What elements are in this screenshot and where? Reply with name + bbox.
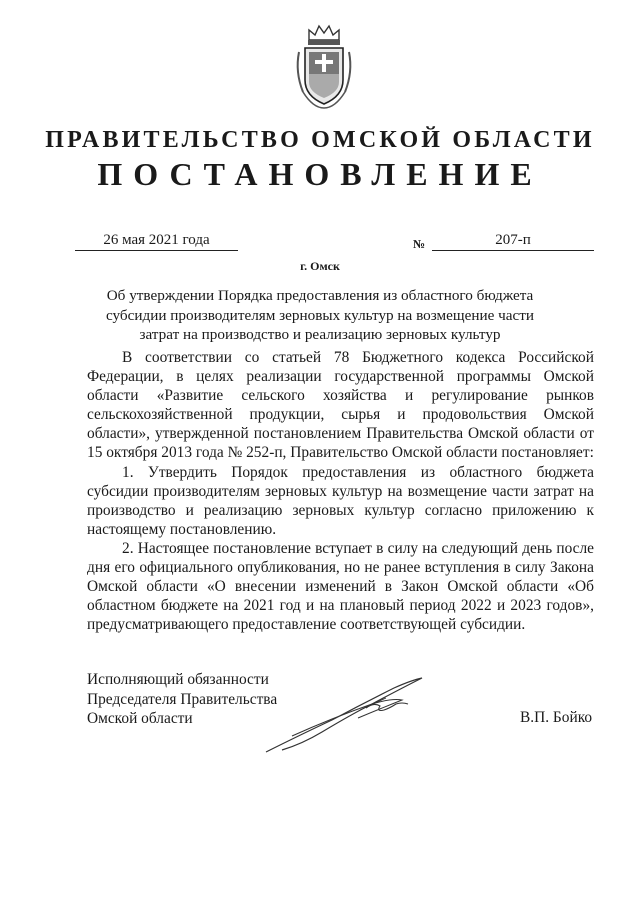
document-subject: Об утверждении Порядка предоставления из областного бюджета субсидии производителям зерновых культур на возмещение части затрат на производство и реализацию зерновых культур bbox=[105, 287, 534, 343]
signatory-name: В.П. Бойко bbox=[520, 709, 593, 726]
body-item-1: 1. Утвердить Порядок предоставления из областного бюджета субсидии производителям зерновых культур на возмещение части затрат на производство и реализацию зерновых культур согласно приложению к настоящему постановлению. bbox=[87, 463, 594, 538]
signatory-line-1: Исполняющий обязанности bbox=[87, 671, 269, 688]
document-date: 26 мая 2021 года bbox=[75, 232, 238, 251]
document-type: ПОСТАНОВЛЕНИЕ bbox=[97, 156, 543, 192]
signatory-position bbox=[87, 670, 277, 729]
body-intro: В соответствии со статьей 78 Бюджетного кодекса Российской Федерации, в целях реализации государственной программы Омской области «Развитие сельского хозяйства и регулирование рынков сельскохозяйственной продукции, сырья и продовольствия Омской области», утвержденной постановлением Правительства Омской области от 15 октября 2013 года № 252-п, Правительство Омской области постановляет: bbox=[87, 349, 594, 462]
city: г. Омск bbox=[300, 259, 340, 273]
number-label: № bbox=[413, 237, 426, 251]
body-item-2: 2. Настоящее постановление вступает в силу на следующий день после дня его официального опубликования, но не ранее вступления в силу Закона Омской области «О внесении изменений в Закон Омской области «Об областном бюджете на 2021 год и на плановый период 2022 и 2023 годов», предусматривающего предоставление соответствующей субсидии. bbox=[87, 539, 594, 634]
government-title: ПРАВИТЕЛЬСТВО ОМСКОЙ ОБЛАСТИ bbox=[45, 127, 595, 153]
document-body bbox=[87, 348, 594, 634]
handwritten-signature-icon bbox=[262, 674, 432, 756]
document-number: 207-п bbox=[432, 232, 594, 251]
signatory-line-3: Омской области bbox=[87, 710, 193, 727]
coat-of-arms-icon bbox=[293, 22, 355, 110]
signatory-line-2: Председателя Правительства bbox=[87, 690, 278, 708]
